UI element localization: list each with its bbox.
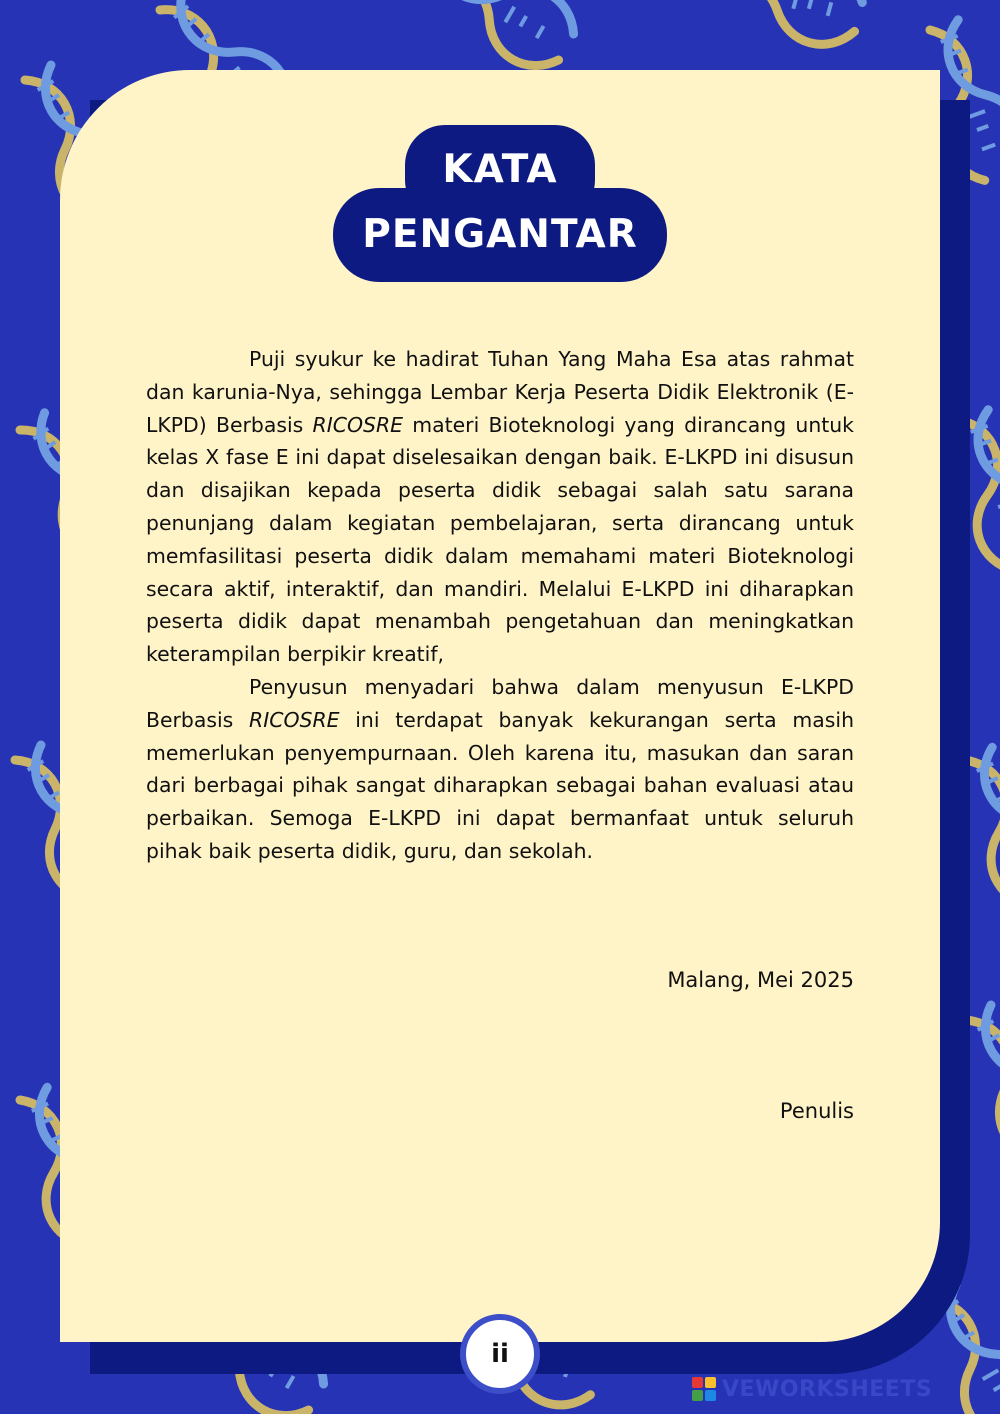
paragraph-1-text-b: materi Bioteknologi yang dirancang untuk kelas X fase E ini dapat diselesaikan dengan baik. E-LKPD ini disusun dan disajikan kepada peserta didik sebagai salah satu sarana penunjang dalam kegiatan pembelajaran, serta dirancang untuk memfasilitasi peserta didik dalam memahami materi Bioteknologi secara aktif, interaktif, dan mandiri. Melalui E-LKPD ini diharapkan peserta didik dapat menambah pengetahuan dan meningkatkan keterampilan berpikir kreatif, (146, 412, 854, 667)
watermark-text: VEWORKSHEETS (722, 1376, 933, 1402)
paragraph-2-text-b: ini terdapat banyak kekurangan serta masih memerlukan penyempurnaan. Oleh karena itu, masukan dan saran dari berbagai pihak sangat diharapkan sebagai bahan evaluasi atau perbaikan. Semoga E-LKPD ini dapat bermanfaat untuk seluruh pihak baik peserta didik, guru, dan sekolah. (146, 707, 854, 863)
page-title-line1: KATA (442, 147, 558, 192)
paragraph-2-text-a: Penyusun menyadari bahwa dalam menyusun E-LKPD Berbasis (146, 674, 854, 732)
liveworksheets-logo-icon (692, 1377, 716, 1401)
author-label: Penulis (779, 1099, 854, 1123)
paragraph-1-text-a: Puji syukur ke hadirat Tuhan Yang Maha Esa atas rahmat dan karunia-Nya, sehingga Lembar Kerja Peserta Didik Elektronik (E-LKPD) Berbasis (146, 347, 854, 437)
page-title-line2: PENGANTAR (362, 212, 638, 257)
paragraph-1 (146, 343, 854, 671)
place-date: Malang, Mei 2025 (667, 968, 854, 992)
page-number-badge (460, 1314, 540, 1394)
paragraph-2-emphasis: RICOSRE (249, 707, 340, 732)
paragraph-1-emphasis: RICOSRE (312, 412, 403, 437)
watermark (692, 1376, 932, 1402)
page-number: ii (491, 1339, 509, 1369)
foreword-body (146, 343, 854, 868)
paragraph-2 (146, 671, 854, 868)
